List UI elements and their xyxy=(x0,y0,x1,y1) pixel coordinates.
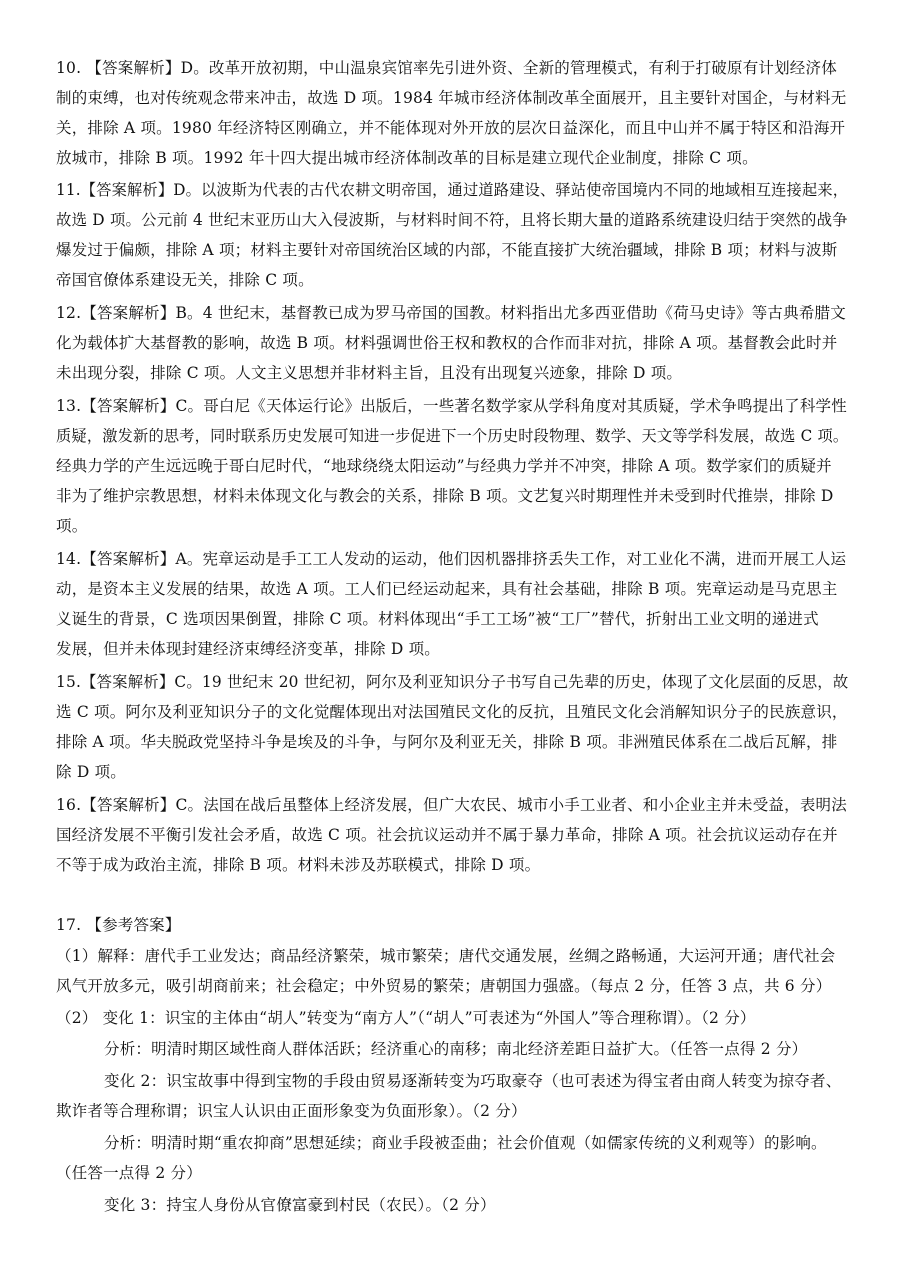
q15-line-4: 除 D 项。 xyxy=(56,763,126,781)
q12-line-2: 化为载体扩大基督教的影响，故选 B 项。材料强调世俗王权和教权的合作而非对抗，排除 A 项。基督教会此时并 xyxy=(56,334,838,352)
q11-line-4: 帝国官僚体系建设无关，排除 C 项。 xyxy=(56,271,314,289)
q17-change3: 变化 3：持宝人身份从官僚富豪到村民（农民）。（2 分） xyxy=(104,1196,496,1214)
q13-line-5: 项。 xyxy=(56,517,88,535)
q17-analysis2-line-1: 分析：明清时期“重农抑商”思想延续；商业手段被歪曲；社会价值观（如儒家传统的义利观等）的影响。 xyxy=(104,1134,827,1152)
q10-line-4: 放城市，排除 B 项。1992 年十四大提出城市经济体制改革的目标是建立现代企业制度，排除 C 项。 xyxy=(56,149,758,167)
q15-line-1: 15.【答案解析】C。19 世纪末 20 世纪初，阿尔及利亚知识分子书写自己先辈的历史，体现了文化层面的反思，故 xyxy=(56,673,849,691)
q15-line-2: 选 C 项。阿尔及利亚知识分子的文化觉醒体现出对法国殖民文化的反抗，且殖民文化会消解知识分子的民族意识， xyxy=(56,703,848,721)
q12-line-1: 12.【答案解析】B。4 世纪末，基督教已成为罗马帝国的国教。材料指出尤多西亚借助《荷马史诗》等古典希腊文 xyxy=(56,304,846,322)
q14-line-1: 14.【答案解析】A。宪章运动是手工工人发动的运动，他们因机器排挤丢失工作，对工业化不满，进而开展工人运 xyxy=(56,550,847,568)
q13-line-4: 非为了维护宗教思想，材料未体现文化与教会的关系，排除 B 项。文艺复兴时期理性并未受到时代推崇，排除 D xyxy=(56,487,834,505)
q13-line-1: 13.【答案解析】C。哥白尼《天体运行论》出版后，一些著名数学家从学科角度对其质疑，学术争鸣提出了科学性 xyxy=(56,397,847,415)
q16-line-3: 不等于成为政治主流，排除 B 项。材料未涉及苏联模式，排除 D 项。 xyxy=(56,856,541,874)
q13-line-2: 质疑，激发新的思考，同时联系历史发展可知进一步促进下一个历史时段物理、数学、天文等学科发展，故选 C 项。 xyxy=(56,427,849,445)
q15-line-3: 排除 A 项。华夫脱政党坚持斗争是埃及的斗争，与阿尔及利亚无关，排除 B 项。非洲殖民体系在二战后瓦解，排 xyxy=(56,733,838,751)
q11-line-1: 11.【答案解析】D。以波斯为代表的古代农耕文明帝国，通过道路建设、驿站使帝国境内不同的地域相互连接起来， xyxy=(56,181,849,199)
q17-part1-line-1: （1）解释：唐代手工业发达；商品经济繁荣，城市繁荣；唐代交通发展，丝绸之路畅通，大运河开通；唐代社会 xyxy=(56,947,836,965)
q17-analysis2-line-2: （任答一点得 2 分） xyxy=(56,1164,202,1182)
q17-change2-line-1: 变化 2：识宝故事中得到宝物的手段由贸易逐渐转变为巧取豪夺（也可表述为得宝者由商人转变为掠夺者、 xyxy=(104,1072,842,1090)
q14-line-4: 发展，但并未体现封建经济束缚经济变革，排除 D 项。 xyxy=(56,640,440,658)
q14-line-3: 义诞生的背景，C 选项因果倒置，排除 C 项。材料体现出“手工工场”被“工厂”替代，折射出工业文明的递进式 xyxy=(56,610,819,628)
q11-line-3: 爆发过于偏颇，排除 A 项；材料主要针对帝国统治区域的内部，不能直接扩大统治疆域，排除 B 项；材料与波斯 xyxy=(56,241,838,259)
q16-line-2: 国经济发展不平衡引发社会矛盾，故选 C 项。社会抗议运动并不属于暴力革命，排除 A 项。社会抗议运动存在并 xyxy=(56,826,838,844)
q17-change1: （2） 变化 1：识宝的主体由“胡人”转变为“南方人”（“胡人”可表述为“外国人”等合理称谓）。（2 分） xyxy=(56,1009,756,1027)
q13-line-3: 经典力学的产生远远晚于哥白尼时代，“地球绕绕太阳运动”与经典力学并不冲突，排除 A 项。数学家们的质疑并 xyxy=(56,457,832,475)
q10-line-1: 10. 【答案解析】D。改革开放初期，中山温泉宾馆率先引进外资、全新的管理模式，有利于打破原有计划经济体 xyxy=(56,59,837,77)
q17-part1-line-2: 风气开放多元，吸引胡商前来；社会稳定；中外贸易的繁荣；唐朝国力强盛。（每点 2 分，任答 3 点，共 6 分） xyxy=(56,977,832,995)
q16-line-1: 16.【答案解析】C。法国在战后虽整体上经济发展，但广大农民、城市小手工业者、和小企业主并未受益，表明法 xyxy=(56,796,847,814)
q17-heading: 17. 【参考答案】 xyxy=(56,916,181,934)
q11-line-2: 故选 D 项。公元前 4 世纪末亚历山大入侵波斯，与材料时间不符，且将长期大量的道路系统建设归结于突然的战争 xyxy=(56,211,848,229)
q12-line-3: 未出现分裂，排除 C 项。人文主义思想并非材料主旨，且没有出现复兴迹象，排除 D 项。 xyxy=(56,364,683,382)
q17-analysis1: 分析：明清时期区域性商人群体活跃；经济重心的南移；南北经济差距日益扩大。（任答一点得 2 分） xyxy=(104,1040,808,1058)
q10-line-3: 关，排除 A 项。1980 年经济特区刚确立，并不能体现对外开放的层次日益深化，而且中山并不属于特区和沿海开 xyxy=(56,119,846,137)
q14-line-2: 动，是资本主义发展的结果，故选 A 项。工人们已经运动起来，具有社会基础，排除 B 项。宪章运动是马克思主 xyxy=(56,580,838,598)
q10-line-2: 制的束缚，也对传统观念带来冲击，故选 D 项。1984 年城市经济体制改革全面展开，且主要针对国企，与材料无 xyxy=(56,89,847,107)
q17-change2-line-2: 欺诈者等合理称谓；识宝人认识由正面形象变为负面形象）。（2 分） xyxy=(56,1102,527,1120)
